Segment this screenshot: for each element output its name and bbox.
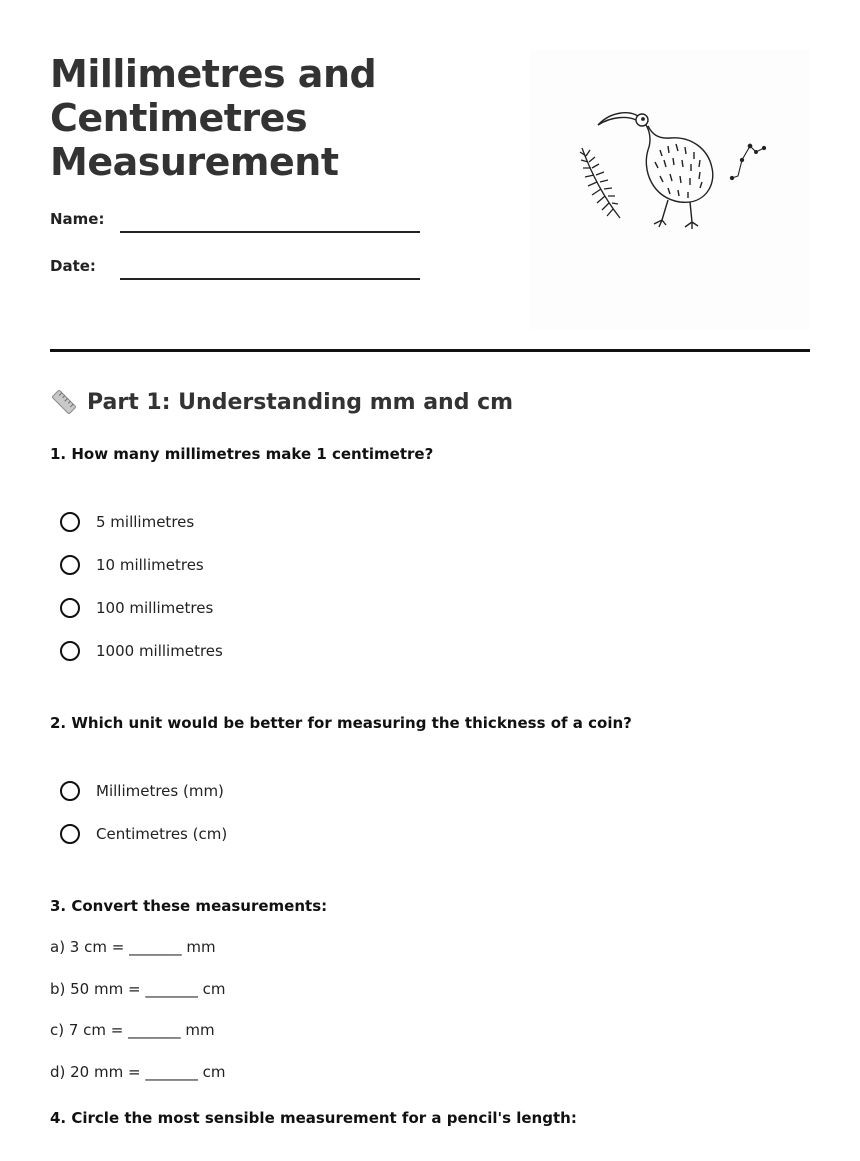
ruler-icon (50, 388, 78, 416)
q1-option-4[interactable] (60, 641, 223, 661)
q2-option-1[interactable] (60, 781, 224, 801)
q1-option-2-radio[interactable] (60, 555, 80, 575)
worksheet-title (50, 52, 490, 184)
q2-option-1-radio[interactable] (60, 781, 80, 801)
question-1: 1. How many millimetres make 1 centimetre? (50, 445, 434, 463)
q1-option-2[interactable] (60, 555, 204, 575)
conversion-item-c[interactable]: c) 7 cm = _______ mm (50, 1021, 215, 1039)
name-field-line[interactable] (120, 231, 420, 233)
header-divider (50, 349, 810, 352)
name-label: Name: (50, 210, 105, 228)
conversion-item-d[interactable]: d) 20 mm = _______ cm (50, 1063, 226, 1081)
q1-option-3-radio[interactable] (60, 598, 80, 618)
question-4: 4. Circle the most sensible measurement for a pencil's length: (50, 1109, 577, 1127)
q2-option-2-radio[interactable] (60, 824, 80, 844)
q2-option-2[interactable] (60, 824, 227, 844)
q1-option-1-radio[interactable] (60, 512, 80, 532)
q1-option-4-radio[interactable] (60, 641, 80, 661)
q1-option-1[interactable] (60, 512, 194, 532)
conversion-item-a[interactable]: a) 3 cm = _______ mm (50, 938, 216, 956)
date-field-line[interactable] (120, 278, 420, 280)
q2-option-1-label: Millimetres (mm) (96, 782, 224, 800)
conversion-item-b[interactable]: b) 50 mm = _______ cm (50, 980, 226, 998)
title-line-3: Measurement (50, 140, 339, 184)
title-line-1: Millimetres and (50, 52, 377, 96)
section-1-heading (50, 388, 513, 416)
q1-option-3-label: 100 millimetres (96, 599, 214, 617)
q1-option-4-label: 1000 millimetres (96, 642, 223, 660)
title-line-2: Centimetres (50, 96, 308, 140)
question-2: 2. Which unit would be better for measuring the thickness of a coin? (50, 714, 632, 732)
question-3: 3. Convert these measurements: (50, 897, 328, 915)
q1-option-3[interactable] (60, 598, 213, 618)
q2-option-2-label: Centimetres (cm) (96, 825, 228, 843)
q1-option-2-label: 10 millimetres (96, 556, 204, 574)
q1-option-1-label: 5 millimetres (96, 513, 195, 531)
date-label: Date: (50, 257, 96, 275)
section-1-title: Part 1: Understanding mm and cm (87, 389, 514, 415)
kiwi-bird-illustration (530, 50, 810, 330)
